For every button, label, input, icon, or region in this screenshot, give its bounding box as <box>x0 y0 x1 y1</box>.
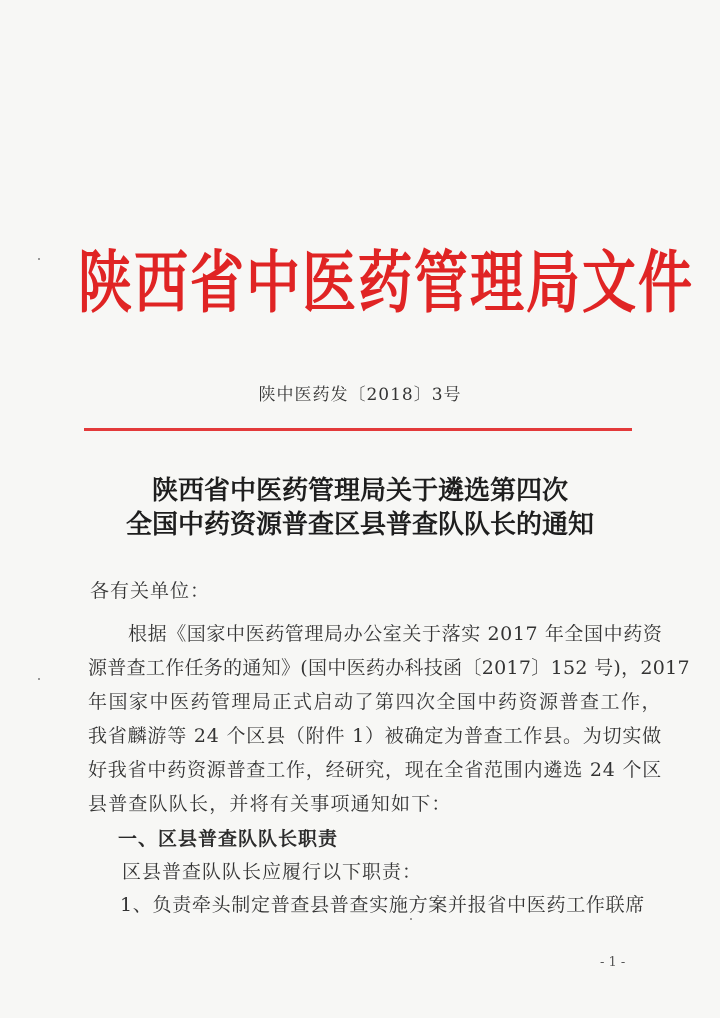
page-number: - 1 - <box>600 955 626 970</box>
salutation: 各有关单位： <box>90 580 211 602</box>
paragraph-1-line-1: 根据《国家中医药管理局办公室关于落实 2017 年全国中药资 <box>128 623 663 645</box>
red-separator-line <box>84 428 632 431</box>
paragraph-1-line-5: 好我省中药资源普查工作，经研究，现在全省范围内遴选 24 个区 <box>88 759 663 781</box>
paragraph-1-line-2: 源普查工作任务的通知》(国中医药办科技函〔2017〕152 号)，2017 <box>88 657 690 679</box>
subject-title-line-2: 全国中药资源普查区县普查队队长的通知 <box>125 510 594 540</box>
paragraph-1-line-3: 年国家中医药管理局正式启动了第四次全国中药资源普查工作， <box>88 691 663 713</box>
section-1-item-1: 1、负责牵头制定普查县普查实施方案并报省中医药工作联席 <box>120 894 645 916</box>
document-number: 陕中医药发〔2018〕3号 <box>258 385 462 405</box>
scan-mark <box>38 258 40 260</box>
paragraph-1-line-6: 县普查队队长，并将有关事项通知如下： <box>88 793 452 815</box>
scan-mark <box>410 918 412 920</box>
scan-mark <box>38 678 40 680</box>
subject-title-line-1: 陕西省中医药管理局关于遴选第四次 <box>151 476 568 506</box>
document-header-title: 陕西省中医药管理局文件 <box>78 242 694 322</box>
section-1-heading: 一、区县普查队队长职责 <box>118 828 339 850</box>
section-1-intro: 区县普查队队长应履行以下职责： <box>122 861 423 883</box>
paragraph-1-line-4: 我省麟游等 24 个区县（附件 1）被确定为普查工作县。为切实做 <box>88 725 662 747</box>
